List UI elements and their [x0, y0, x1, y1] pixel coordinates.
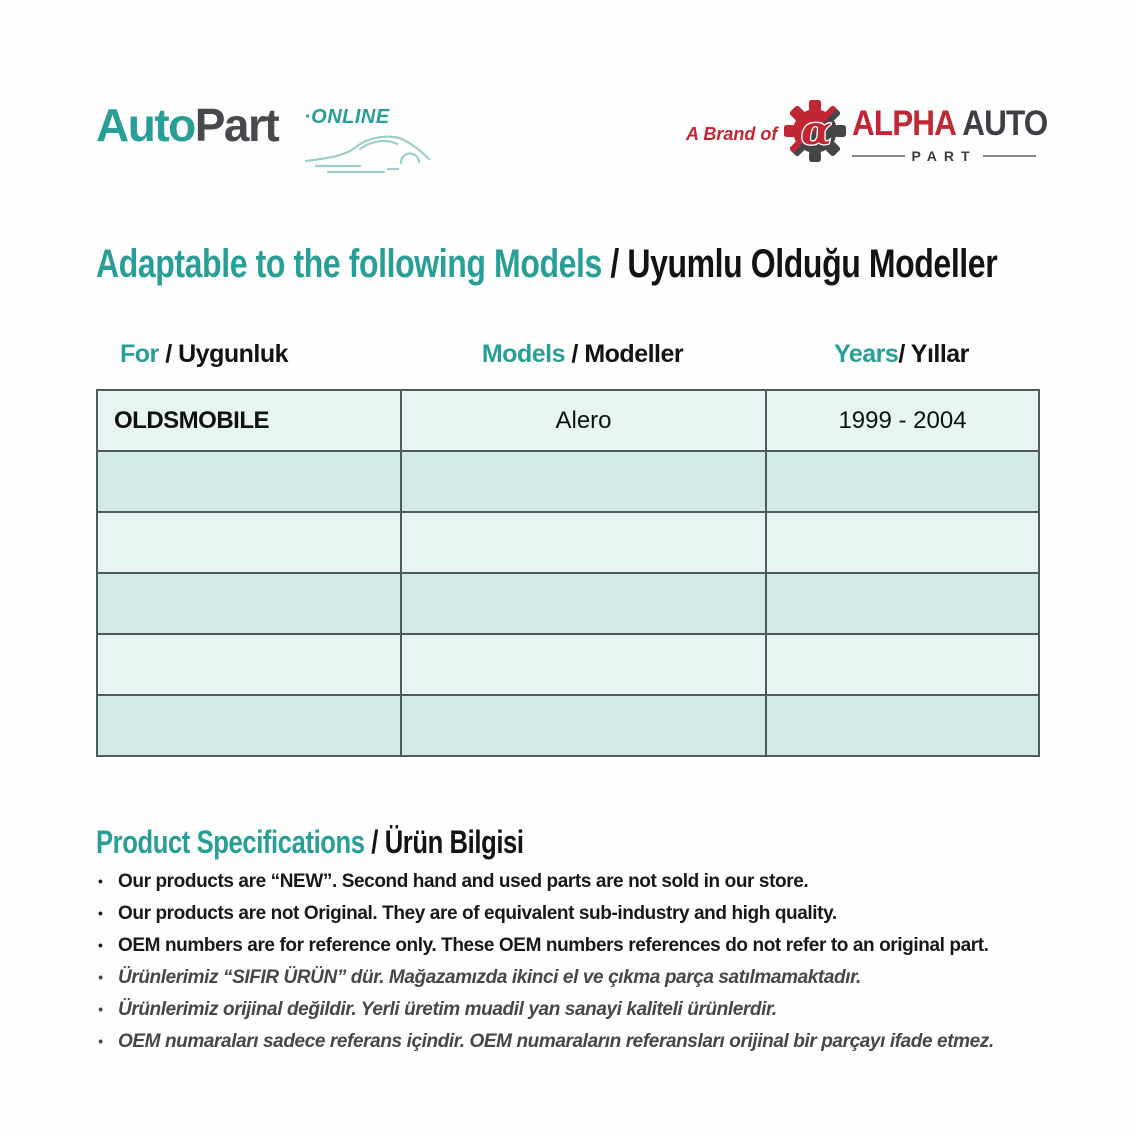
- cell-years: [766, 451, 1039, 512]
- column-header-years: [765, 340, 1038, 369]
- list-item: [98, 870, 1078, 893]
- table-row: [97, 512, 1039, 573]
- logo-text-online: ·ONLINE: [304, 106, 390, 128]
- divider-line-right: [983, 155, 1036, 157]
- logo-text-part: Part: [194, 99, 279, 151]
- cell-model: Alero: [401, 390, 766, 451]
- bullet-text-en-2: Our products are not Original. They are of equivalent sub-industry and high quality.: [118, 903, 837, 924]
- logo-text-auto: Auto: [96, 99, 195, 151]
- col-for-tr: / Uygunluk: [158, 340, 289, 368]
- cell-make: [97, 451, 401, 512]
- table-row: [97, 695, 1039, 756]
- car-silhouette-icon: [302, 128, 432, 176]
- models-section-title: [96, 242, 997, 287]
- list-item: [98, 902, 1078, 925]
- fitment-table: [96, 389, 1040, 757]
- list-item: [98, 934, 1078, 957]
- models-title-tr: / Uyumlu Olduğu Modeller: [601, 242, 998, 286]
- part-subtitle-row: [852, 148, 1036, 164]
- alpha-auto-part-logo: [686, 96, 1046, 180]
- models-title-en: Adaptable to the following Models: [96, 242, 602, 286]
- logo-text-auto2: AUTO: [962, 104, 1048, 143]
- column-header-for: [96, 340, 400, 369]
- cell-years: [766, 573, 1039, 634]
- bullet-text-tr-1: Ürünlerimiz “SIFIR ÜRÜN” dür. Mağazamızda ikinci el ve çıkma parça satılmamaktadır.: [118, 967, 861, 988]
- cell-model: [401, 573, 766, 634]
- alpha-auto-wordmark: [852, 104, 1047, 144]
- fitment-table-header-row: [96, 340, 1038, 369]
- bullet-icon: •: [98, 937, 103, 953]
- bullet-text-en-1: Our products are “NEW”. Second hand and used parts are not sold in our store.: [118, 871, 809, 892]
- bullet-text-tr-3: OEM numaraları sadece referans içindir. OEM numaraların referansları orijinal bir parçayı ifade etmez.: [118, 1031, 994, 1052]
- cell-make: OLDSMOBILE: [97, 390, 401, 451]
- table-row: [97, 634, 1039, 695]
- col-for-en: For: [120, 340, 159, 368]
- cell-make: [97, 634, 401, 695]
- column-header-models: [400, 340, 765, 369]
- cell-years: 1999 - 2004: [766, 390, 1039, 451]
- cell-years: [766, 695, 1039, 756]
- logo-text-alpha: ALPHA: [852, 104, 957, 143]
- logo-text-part-sub: PART: [911, 148, 977, 164]
- list-item: [98, 966, 1078, 989]
- gear-alpha-icon: [782, 98, 848, 164]
- autopart-online-logo: [96, 98, 436, 178]
- cell-make: [97, 695, 401, 756]
- bullet-text-en-3: OEM numbers are for reference only. These OEM numbers references do not refer to an original part.: [118, 935, 989, 956]
- bullet-icon: •: [98, 1033, 103, 1049]
- list-item: [98, 998, 1078, 1021]
- col-years-en: Years: [834, 340, 899, 368]
- table-row: [97, 390, 1039, 451]
- specs-section-title: [96, 824, 524, 861]
- bullet-icon: •: [98, 873, 103, 889]
- bullet-icon: •: [98, 905, 103, 921]
- table-row: [97, 573, 1039, 634]
- col-models-tr: / Modeller: [564, 340, 684, 368]
- bullet-text-tr-2: Ürünlerimiz orijinal değildir. Yerli üretim muadil yan sanayi kaliteli ürünlerdir.: [118, 999, 777, 1020]
- cell-make: [97, 573, 401, 634]
- cell-years: [766, 634, 1039, 695]
- cell-model: [401, 695, 766, 756]
- bullet-icon: •: [98, 1001, 103, 1017]
- col-years-tr: / Yıllar: [898, 340, 969, 368]
- specs-title-en: Product Specifications: [96, 824, 365, 860]
- cell-make: [97, 512, 401, 573]
- alpha-symbol: α: [801, 108, 832, 155]
- brand-of-label: A Brand of: [686, 124, 778, 144]
- cell-model: [401, 634, 766, 695]
- specs-title-tr: / Ürün Bilgisi: [364, 824, 524, 860]
- cell-model: [401, 451, 766, 512]
- bullet-icon: •: [98, 969, 103, 985]
- col-models-en: Models: [481, 340, 565, 368]
- list-item: [98, 1030, 1078, 1053]
- table-row: [97, 451, 1039, 512]
- cell-model: [401, 512, 766, 573]
- cell-years: [766, 512, 1039, 573]
- divider-line-left: [852, 155, 905, 157]
- specs-bullet-list: [98, 870, 1078, 1062]
